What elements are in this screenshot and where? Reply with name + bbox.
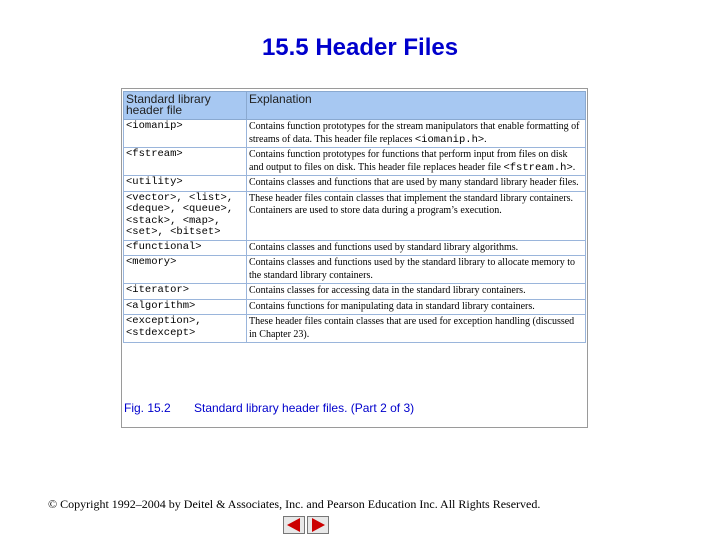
table-row (124, 240, 586, 256)
figure-box (121, 88, 588, 428)
table-row (124, 284, 586, 300)
header-file-cell: <fstream> (124, 148, 247, 176)
table-row (124, 120, 586, 148)
explanation-text: Contains classes for accessing data in the standard library containers. (249, 285, 526, 296)
explanation-text: . (572, 161, 576, 173)
explanation-cell (247, 176, 586, 192)
explanation-text: Contains classes and functions that are used by many standard library header files. (249, 177, 579, 188)
explanation-text: Contains classes and functions used by the standard library to allocate memory to the standard library containers. (249, 257, 576, 281)
explanation-cell (247, 256, 586, 284)
table-row (124, 299, 586, 315)
explanation-text: Contains functions for manipulating data in standard library containers. (249, 300, 535, 312)
explanation-cell (247, 284, 586, 300)
explanation-cell (247, 240, 586, 256)
code-text: <iomanip.h> (414, 133, 485, 146)
header-file-cell: <utility> (124, 176, 247, 192)
column-header-explanation: Explanation (247, 92, 586, 120)
explanation-text: These header files contain classes that are used for exception handling (discussed in Chapter 23). (249, 316, 575, 340)
header-file-cell: <vector>, <list>, <deque>, <queue>, <stack>, <map>, <set>, <bitset> (124, 191, 247, 240)
next-slide-button[interactable] (307, 516, 329, 534)
triangle-left-icon (283, 516, 305, 534)
previous-slide-button[interactable] (283, 516, 305, 534)
table-row (124, 191, 586, 240)
table-row (124, 148, 586, 176)
explanation-cell (247, 191, 586, 240)
slide-title: 15.5 Header Files (261, 34, 459, 61)
header-file-cell: <iomanip> (124, 120, 247, 148)
header-file-cell: <iterator> (124, 284, 247, 300)
triangle-right-icon (307, 516, 329, 534)
explanation-cell (247, 315, 586, 343)
copyright-notice: © Copyright 1992–2004 by Deitel & Associates, Inc. and Pearson Education Inc. All Rights Reserved. (48, 497, 541, 511)
table-row (124, 176, 586, 192)
figure-caption (124, 401, 414, 415)
code-text: <fstream.h> (503, 161, 573, 174)
header-file-cell: <functional> (124, 240, 247, 256)
column-header-file: Standard library header file (124, 92, 247, 120)
figure-number: Fig. 15.2 (124, 401, 171, 415)
explanation-text: These header files contain classes that implement the standard library containers. Containers are used to store data during a program’s execution. (249, 192, 574, 216)
figure-caption-text: Standard library header files. (Part 2 of 3) (194, 401, 415, 415)
explanation-text: Contains function prototypes for the stream manipulators that enable formatting of streams of data. This header file replaces (249, 121, 580, 145)
header-files-table (123, 91, 586, 343)
header-file-cell: <algorithm> (124, 299, 247, 315)
explanation-text: . (484, 133, 487, 145)
explanation-cell (247, 148, 586, 176)
explanation-text: Contains classes and functions used by standard library algorithms. (249, 241, 519, 253)
header-file-cell: <exception>, <stdexcept> (124, 315, 247, 343)
table-row (124, 256, 586, 284)
table-header-row (124, 92, 586, 120)
explanation-text: Contains function prototypes for functions that perform input from files on disk and output to files on disk. This header file replaces header file (249, 149, 568, 173)
explanation-cell (247, 120, 586, 148)
explanation-cell (247, 299, 586, 315)
table-row (124, 315, 586, 343)
header-file-cell: <memory> (124, 256, 247, 284)
